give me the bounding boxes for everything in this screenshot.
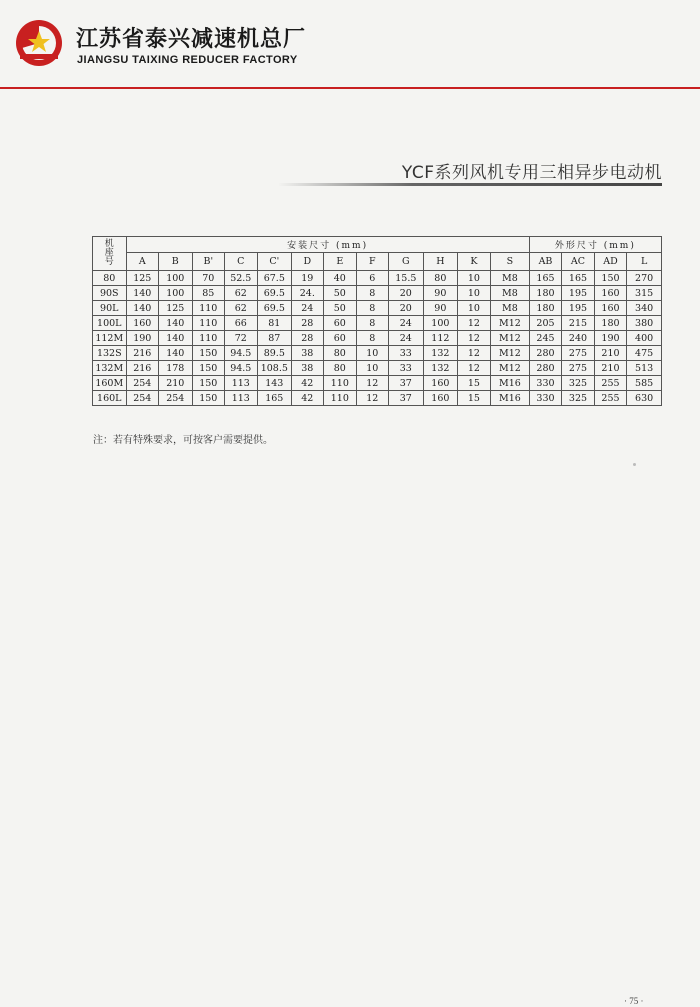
- dimension-cell: 210: [594, 346, 627, 361]
- dimension-cell: 10: [357, 346, 388, 361]
- table-row: [93, 346, 662, 361]
- dimension-cell: 140: [159, 346, 193, 361]
- dimension-cell: 150: [192, 391, 225, 406]
- dimension-cell: 110: [323, 376, 357, 391]
- dimension-cell: M12: [491, 346, 530, 361]
- dimension-cell: 28: [292, 316, 323, 331]
- dimension-cell: M12: [491, 316, 530, 331]
- table-row: [93, 361, 662, 376]
- table-row: [93, 286, 662, 301]
- table-row: [93, 301, 662, 316]
- dimension-cell: 80: [424, 271, 458, 286]
- document-title: YCF系列风机专用三相异步电动机: [401, 163, 662, 183]
- model-column-header: [93, 237, 127, 271]
- dimension-cell: 210: [159, 376, 193, 391]
- install-dimensions-group: 安装尺寸 (mm): [126, 237, 529, 253]
- table-row: [93, 391, 662, 406]
- dimension-cell: 330: [529, 376, 562, 391]
- column-header-row: [93, 253, 662, 271]
- dimension-cell: 8: [357, 301, 388, 316]
- dimension-cell: 150: [192, 346, 225, 361]
- dimension-cell: 254: [126, 391, 159, 406]
- dimension-table: [92, 236, 662, 406]
- dimension-cell: 180: [529, 286, 562, 301]
- page-number: · 75 ·: [624, 996, 644, 1006]
- dimension-cell: 190: [594, 331, 627, 346]
- column-header: AC: [562, 253, 595, 271]
- dimension-cell: M8: [491, 286, 530, 301]
- column-header: B': [192, 253, 225, 271]
- dimension-cell: 12: [457, 361, 491, 376]
- table-row: [93, 316, 662, 331]
- model-cell: 80: [93, 271, 127, 286]
- model-cell: 90S: [93, 286, 127, 301]
- column-header: G: [388, 253, 424, 271]
- dimension-cell: 280: [529, 361, 562, 376]
- dimension-cell: 60: [323, 331, 357, 346]
- dimension-cell: 195: [562, 301, 595, 316]
- dimension-cell: 215: [562, 316, 595, 331]
- dimension-cell: 330: [529, 391, 562, 406]
- dimension-cell: 100: [159, 286, 193, 301]
- model-header-char: 座: [104, 248, 114, 258]
- dimension-cell: 24: [388, 316, 424, 331]
- dimension-cell: 100: [159, 271, 193, 286]
- dimension-cell: 24: [292, 301, 323, 316]
- dimension-cell: 585: [627, 376, 662, 391]
- dimension-cell: 400: [627, 331, 662, 346]
- dimension-cell: 67.5: [257, 271, 292, 286]
- dimension-cell: 216: [126, 346, 159, 361]
- dimension-cell: 165: [529, 271, 562, 286]
- dimension-cell: 100: [424, 316, 458, 331]
- dimension-cell: 140: [126, 301, 159, 316]
- dimension-cell: 110: [192, 316, 225, 331]
- dimension-cell: 325: [562, 376, 595, 391]
- model-cell: 160L: [93, 391, 127, 406]
- dimension-cell: 20: [388, 301, 424, 316]
- dimension-cell: M12: [491, 361, 530, 376]
- dimension-cell: 254: [126, 376, 159, 391]
- dimension-cell: 132: [424, 361, 458, 376]
- dimension-cell: 132: [424, 346, 458, 361]
- column-header: E: [323, 253, 357, 271]
- dimension-cell: 380: [627, 316, 662, 331]
- dimension-cell: 69.5: [257, 301, 292, 316]
- dimension-cell: 69.5: [257, 286, 292, 301]
- dimension-cell: 81: [257, 316, 292, 331]
- dimension-cell: 275: [562, 361, 595, 376]
- column-header: A: [126, 253, 159, 271]
- dimension-cell: 160: [594, 301, 627, 316]
- dimension-cell: 315: [627, 286, 662, 301]
- model-header-char: 机: [104, 239, 114, 249]
- table-body: [93, 271, 662, 406]
- dimension-cell: 110: [192, 301, 225, 316]
- dimension-cell: 630: [627, 391, 662, 406]
- column-header: AD: [594, 253, 627, 271]
- dimension-cell: 40: [323, 271, 357, 286]
- dimension-cell: 513: [627, 361, 662, 376]
- dimension-cell: 24.: [292, 286, 323, 301]
- dimension-cell: 94.5: [225, 361, 258, 376]
- dimension-cell: 340: [627, 301, 662, 316]
- dimension-cell: 15.5: [388, 271, 424, 286]
- header-divider: [0, 87, 700, 89]
- dimension-cell: 240: [562, 331, 595, 346]
- dimension-cell: 125: [126, 271, 159, 286]
- company-name-en: JIANGSU TAIXING REDUCER FACTORY: [77, 54, 298, 66]
- dimension-cell: 210: [594, 361, 627, 376]
- dimension-cell: 10: [457, 271, 491, 286]
- dimension-cell: 178: [159, 361, 193, 376]
- dimension-cell: 10: [357, 361, 388, 376]
- dimension-cell: 113: [225, 376, 258, 391]
- dimension-cell: M16: [491, 376, 530, 391]
- dimension-cell: 33: [388, 361, 424, 376]
- dimension-cell: 270: [627, 271, 662, 286]
- dimension-cell: 160: [424, 391, 458, 406]
- dimension-cell: 90: [424, 301, 458, 316]
- dimension-cell: 150: [192, 361, 225, 376]
- footnote: 注：若有特殊要求，可按客户需要提供。: [93, 435, 273, 446]
- dimension-cell: 28: [292, 331, 323, 346]
- dimension-cell: 37: [388, 376, 424, 391]
- dimension-cell: 15: [457, 391, 491, 406]
- dimension-cell: 94.5: [225, 346, 258, 361]
- dimension-cell: 42: [292, 376, 323, 391]
- dimension-cell: 12: [357, 376, 388, 391]
- dimension-cell: 37: [388, 391, 424, 406]
- dimension-cell: 12: [457, 346, 491, 361]
- dimension-cell: 8: [357, 286, 388, 301]
- dimension-cell: 50: [323, 286, 357, 301]
- dimension-cell: 110: [323, 391, 357, 406]
- dimension-cell: 160: [594, 286, 627, 301]
- dimension-cell: 125: [159, 301, 193, 316]
- dimension-cell: 254: [159, 391, 193, 406]
- dimension-cell: M8: [491, 301, 530, 316]
- dimension-cell: 160: [126, 316, 159, 331]
- dimension-cell: 113: [225, 391, 258, 406]
- dimension-cell: 280: [529, 346, 562, 361]
- column-header: D: [292, 253, 323, 271]
- dimension-cell: 38: [292, 361, 323, 376]
- dimension-cell: 108.5: [257, 361, 292, 376]
- dimension-cell: 195: [562, 286, 595, 301]
- dimension-cell: M8: [491, 271, 530, 286]
- column-header: S: [491, 253, 530, 271]
- column-header: C: [225, 253, 258, 271]
- dimension-cell: 165: [562, 271, 595, 286]
- model-cell: 90L: [93, 301, 127, 316]
- column-header: H: [424, 253, 458, 271]
- dimension-cell: 80: [323, 361, 357, 376]
- dimension-cell: 12: [457, 331, 491, 346]
- dimension-cell: 140: [159, 316, 193, 331]
- column-header: C': [257, 253, 292, 271]
- dimension-cell: 160: [424, 376, 458, 391]
- dimension-cell: 87: [257, 331, 292, 346]
- model-cell: 132M: [93, 361, 127, 376]
- dimension-cell: 245: [529, 331, 562, 346]
- dimension-cell: 165: [257, 391, 292, 406]
- model-cell: 100L: [93, 316, 127, 331]
- company-name-cn: 江苏省泰兴减速机总厂: [76, 27, 307, 52]
- dimension-cell: 70: [192, 271, 225, 286]
- model-cell: 132S: [93, 346, 127, 361]
- table-row: [93, 271, 662, 286]
- dimension-cell: 180: [594, 316, 627, 331]
- dimension-cell: 150: [192, 376, 225, 391]
- dimension-cell: 143: [257, 376, 292, 391]
- dimension-cell: 255: [594, 376, 627, 391]
- dimension-cell: 20: [388, 286, 424, 301]
- column-header: K: [457, 253, 491, 271]
- dimension-cell: 38: [292, 346, 323, 361]
- model-cell: 160M: [93, 376, 127, 391]
- outline-dimensions-group: 外形尺寸 (mm): [529, 237, 661, 253]
- title-underline: [278, 183, 662, 186]
- dimension-cell: 19: [292, 271, 323, 286]
- model-cell: 112M: [93, 331, 127, 346]
- dimension-cell: 52.5: [225, 271, 258, 286]
- dimension-cell: 24: [388, 331, 424, 346]
- dimension-cell: M16: [491, 391, 530, 406]
- column-header: AB: [529, 253, 562, 271]
- dimension-cell: 50: [323, 301, 357, 316]
- dimension-cell: 475: [627, 346, 662, 361]
- dimension-cell: 89.5: [257, 346, 292, 361]
- dimension-cell: 140: [126, 286, 159, 301]
- dimension-cell: 205: [529, 316, 562, 331]
- column-header: B: [159, 253, 193, 271]
- dimension-cell: 60: [323, 316, 357, 331]
- dimension-cell: 150: [594, 271, 627, 286]
- dimension-cell: 10: [457, 301, 491, 316]
- dimension-cell: 6: [357, 271, 388, 286]
- company-logo-icon: [14, 18, 64, 68]
- dimension-cell: 72: [225, 331, 258, 346]
- dimension-cell: 85: [192, 286, 225, 301]
- dimension-cell: 255: [594, 391, 627, 406]
- column-header: F: [357, 253, 388, 271]
- dimension-cell: 10: [457, 286, 491, 301]
- dimension-cell: 62: [225, 286, 258, 301]
- model-header-char: 号: [104, 257, 114, 267]
- dimension-cell: 140: [159, 331, 193, 346]
- dimension-cell: 325: [562, 391, 595, 406]
- dimension-cell: 8: [357, 331, 388, 346]
- table-row: [93, 331, 662, 346]
- dimension-cell: M12: [491, 331, 530, 346]
- dimension-cell: 15: [457, 376, 491, 391]
- print-speck: [633, 463, 636, 466]
- dimension-cell: 90: [424, 286, 458, 301]
- dimension-cell: 12: [457, 316, 491, 331]
- dimension-cell: 216: [126, 361, 159, 376]
- page-header: [0, 0, 700, 90]
- dimension-cell: 66: [225, 316, 258, 331]
- table-row: [93, 376, 662, 391]
- dimension-cell: 180: [529, 301, 562, 316]
- dimension-cell: 275: [562, 346, 595, 361]
- dimension-cell: 110: [192, 331, 225, 346]
- dimension-cell: 190: [126, 331, 159, 346]
- dimension-cell: 80: [323, 346, 357, 361]
- dimension-cell: 112: [424, 331, 458, 346]
- column-header: L: [627, 253, 662, 271]
- dimension-cell: 42: [292, 391, 323, 406]
- dimension-cell: 12: [357, 391, 388, 406]
- dimension-cell: 8: [357, 316, 388, 331]
- dimension-cell: 33: [388, 346, 424, 361]
- dimension-cell: 62: [225, 301, 258, 316]
